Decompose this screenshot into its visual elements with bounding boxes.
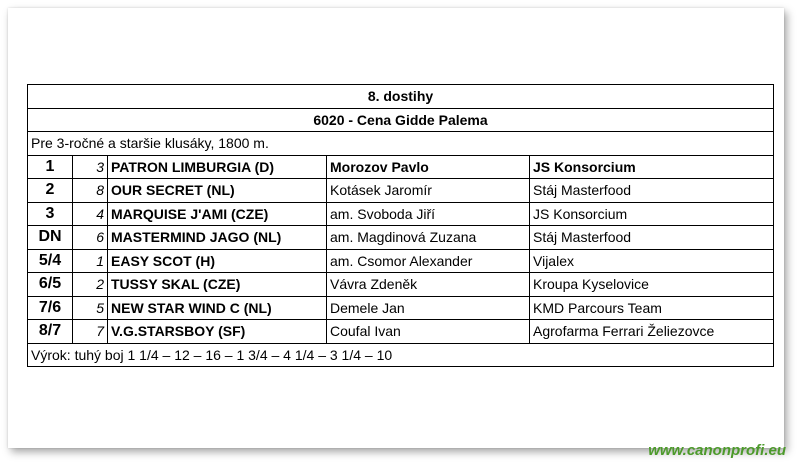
owner-cell: Vijalex xyxy=(530,249,774,273)
result-row xyxy=(28,155,774,179)
owner-cell: Stáj Masterfood xyxy=(530,179,774,203)
horse-cell: PATRON LIMBURGIA (D) xyxy=(108,155,327,179)
result-row xyxy=(28,273,774,297)
jockey-cell: Vávra Zdeněk xyxy=(327,273,530,297)
result-row xyxy=(28,249,774,273)
place-cell: 5/4 xyxy=(28,249,73,273)
horse-cell: MARQUISE J'AMI (CZE) xyxy=(108,202,327,226)
start-number-cell: 3 xyxy=(73,155,108,179)
horse-cell: V.G.STARSBOY (SF) xyxy=(108,320,327,344)
start-number-cell: 6 xyxy=(73,226,108,250)
place-cell: 8/7 xyxy=(28,320,73,344)
result-note-row xyxy=(28,343,774,367)
watermark-text: www.canonprofi.eu xyxy=(648,442,786,459)
jockey-cell: Demele Jan xyxy=(327,296,530,320)
race-title-row xyxy=(28,85,774,109)
place-cell: 2 xyxy=(28,179,73,203)
start-number-cell: 2 xyxy=(73,273,108,297)
owner-cell: Stáj Masterfood xyxy=(530,226,774,250)
result-row xyxy=(28,202,774,226)
horse-cell: EASY SCOT (H) xyxy=(108,249,327,273)
owner-cell: JS Konsorcium xyxy=(530,202,774,226)
start-number-cell: 8 xyxy=(73,179,108,203)
jockey-cell: Morozov Pavlo xyxy=(327,155,530,179)
race-name-row xyxy=(28,108,774,132)
start-number-cell: 1 xyxy=(73,249,108,273)
jockey-cell: am. Svoboda Jiří xyxy=(327,202,530,226)
jockey-cell: am. Magdinová Zuzana xyxy=(327,226,530,250)
result-row xyxy=(28,226,774,250)
start-number-cell: 7 xyxy=(73,320,108,344)
start-number-cell: 4 xyxy=(73,202,108,226)
race-results-table xyxy=(27,84,774,367)
horse-cell: OUR SECRET (NL) xyxy=(108,179,327,203)
horse-cell: TUSSY SKAL (CZE) xyxy=(108,273,327,297)
race-conditions: Pre 3-ročné a staršie klusáky, 1800 m. xyxy=(28,132,774,156)
owner-cell: JS Konsorcium xyxy=(530,155,774,179)
result-note: Výrok: tuhý boj 1 1/4 – 12 – 16 – 1 3/4 – 4 1/4 – 3 1/4 – 10 xyxy=(28,343,774,367)
jockey-cell: Coufal Ivan xyxy=(327,320,530,344)
result-row xyxy=(28,296,774,320)
race-conditions-row xyxy=(28,132,774,156)
owner-cell: Agrofarma Ferrari Želiezovce xyxy=(530,320,774,344)
race-title: 8. dostihy xyxy=(28,85,774,109)
race-name: 6020 - Cena Gidde Palema xyxy=(28,108,774,132)
horse-cell: NEW STAR WIND C (NL) xyxy=(108,296,327,320)
owner-cell: KMD Parcours Team xyxy=(530,296,774,320)
owner-cell: Kroupa Kyselovice xyxy=(530,273,774,297)
horse-cell: MASTERMIND JAGO (NL) xyxy=(108,226,327,250)
place-cell: 1 xyxy=(28,155,73,179)
result-row xyxy=(28,179,774,203)
place-cell: DN xyxy=(28,226,73,250)
start-number-cell: 5 xyxy=(73,296,108,320)
place-cell: 7/6 xyxy=(28,296,73,320)
jockey-cell: am. Csomor Alexander xyxy=(327,249,530,273)
result-row xyxy=(28,320,774,344)
place-cell: 3 xyxy=(28,202,73,226)
jockey-cell: Kotásek Jaromír xyxy=(327,179,530,203)
place-cell: 6/5 xyxy=(28,273,73,297)
